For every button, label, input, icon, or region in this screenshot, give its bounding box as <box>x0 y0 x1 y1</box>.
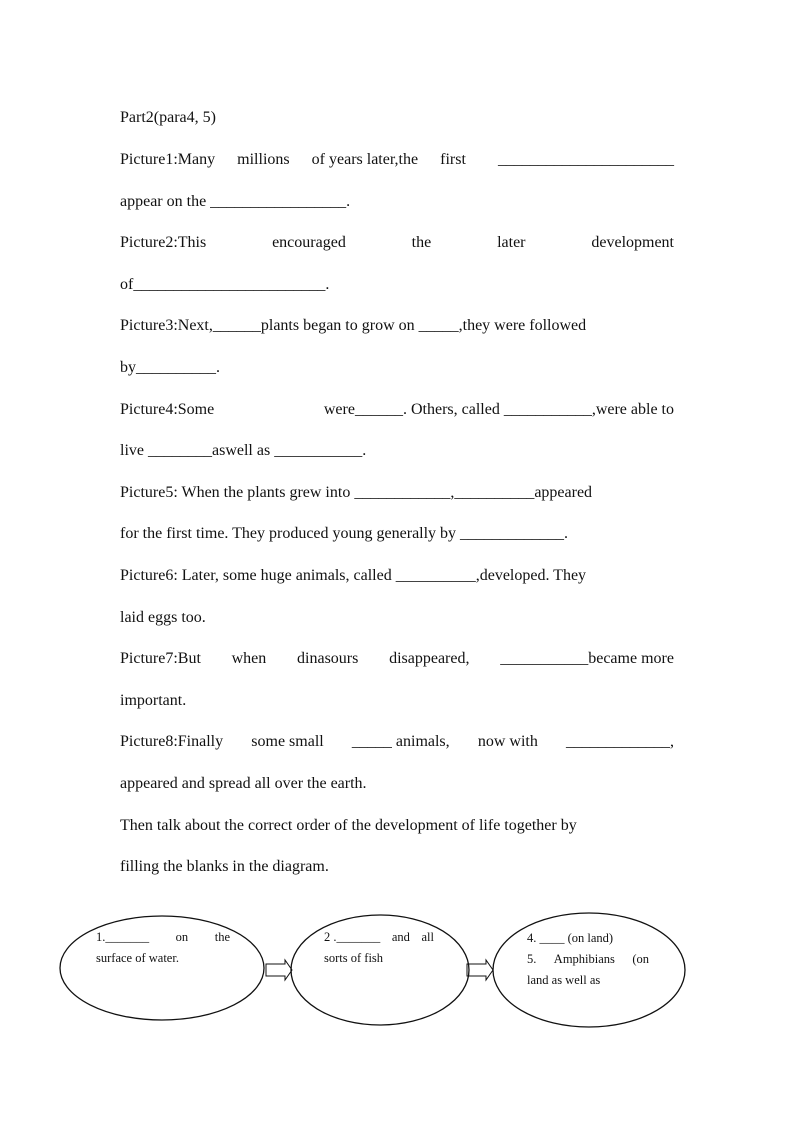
text-segment: disappeared, <box>389 650 470 667</box>
picture2-line1 <box>120 233 674 253</box>
text-segment: 1._______ <box>96 930 150 944</box>
picture7-line2: important. <box>120 692 187 709</box>
text-segment: the <box>214 930 230 944</box>
text-segment: sorts of fish <box>324 951 384 965</box>
text-segment: first <box>440 151 466 168</box>
picture6-line1 <box>120 566 674 586</box>
text-segment: dinasours <box>297 650 359 667</box>
text-segment: (on <box>632 952 649 966</box>
text-segment: encouraged <box>272 234 346 251</box>
text-segment: Picture5: When the plants grew into ____________,__________appeared <box>120 484 593 501</box>
text-segment: Picture6: Later, some huge animals, called __________,developed. They <box>120 567 587 584</box>
picture8-line2: appeared and spread all over the earth. <box>120 775 367 792</box>
text-segment: now with <box>477 733 538 750</box>
text-segment: land as well as <box>527 973 601 987</box>
instruction-line1 <box>120 816 674 836</box>
text-segment: _____________, <box>566 733 674 750</box>
text-segment: surface of water. <box>96 951 179 965</box>
picture7-line1 <box>120 649 674 669</box>
text-segment: Picture8:Finally <box>120 733 224 750</box>
picture1-line2: appear on the _________________. <box>120 193 351 210</box>
life-development-diagram <box>0 900 794 1060</box>
text-segment: of years later,the <box>311 151 419 168</box>
picture5-line1 <box>120 483 674 503</box>
text-segment: 4. ____ (on land) <box>527 931 614 945</box>
section-heading: Part2(para4, 5) <box>120 109 216 126</box>
text-segment: millions <box>237 151 290 168</box>
text-segment: Picture1:Many <box>120 151 216 168</box>
stage-3-text <box>527 928 649 991</box>
picture3-line2: by__________. <box>120 359 220 376</box>
text-segment: Picture2:This <box>120 234 207 251</box>
stage-1-text <box>96 927 230 969</box>
picture1-line1 <box>120 150 674 170</box>
text-segment: 5. <box>527 952 537 966</box>
text-segment: Picture7:But <box>120 650 201 667</box>
instruction-line2: filling the blanks in the diagram. <box>120 858 329 875</box>
arrow-1-icon <box>266 960 292 980</box>
answer-blank: ______________________ <box>498 151 674 168</box>
text-segment: were______. Others, called ___________,were able to <box>323 401 674 418</box>
picture3-line1 <box>120 316 674 336</box>
text-segment: Then talk about the correct order of the development of life together by <box>120 817 577 834</box>
text-segment: later <box>497 234 526 251</box>
picture4-line2: live ________aswell as ___________. <box>120 442 367 459</box>
text-segment: _____ animals, <box>351 733 450 750</box>
picture2-line2: of________________________. <box>120 276 330 293</box>
stage-2-text <box>324 927 434 969</box>
text-segment: development <box>591 234 674 251</box>
picture5-line2: for the first time. They produced young generally by _____________. <box>120 525 569 542</box>
diagram-shapes <box>0 900 794 1060</box>
text-segment: and <box>391 930 410 944</box>
text-segment: Picture3:Next,______plants began to grow on _____,they were followed <box>120 317 587 334</box>
text-segment: all <box>421 930 434 944</box>
arrow-2-icon <box>467 960 493 980</box>
text-segment: the <box>411 234 432 251</box>
text-segment: Picture4:Some <box>120 401 215 418</box>
text-segment: ___________became more <box>500 650 674 667</box>
picture6-line2: laid eggs too. <box>120 609 206 626</box>
picture8-line1 <box>120 732 674 752</box>
text-segment: Amphibians <box>553 952 615 966</box>
picture4-line1 <box>120 400 674 420</box>
text-segment: 2 ._______ <box>324 930 381 944</box>
text-segment: some small <box>251 733 324 750</box>
text-segment: when <box>231 650 267 667</box>
text-segment: on <box>175 930 189 944</box>
